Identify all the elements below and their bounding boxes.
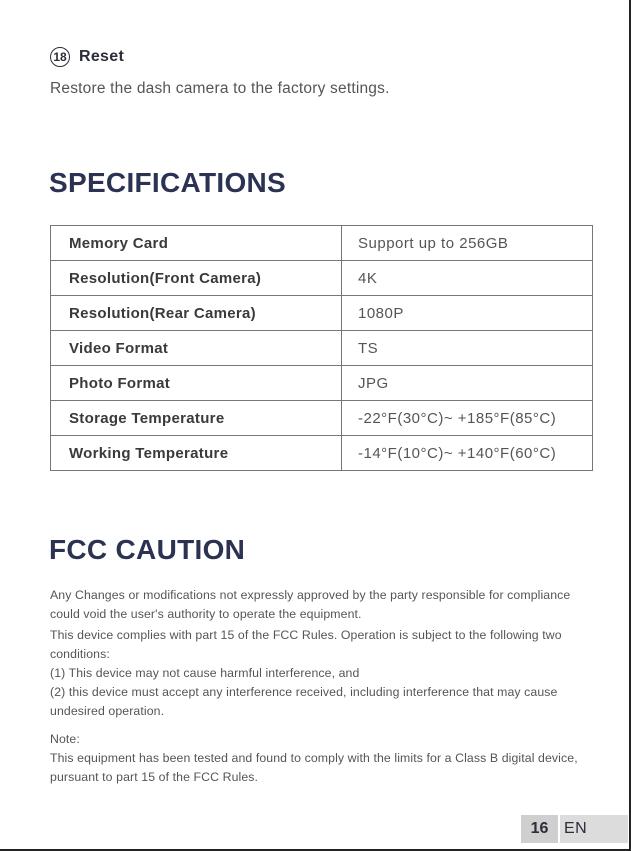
spec-value: JPG bbox=[342, 366, 593, 401]
step-number-badge: 18 bbox=[50, 47, 70, 67]
spec-label: Working Temperature bbox=[51, 436, 342, 471]
spec-value: -22°F(30°C)~ +185°F(85°C) bbox=[342, 401, 593, 436]
spec-value: TS bbox=[342, 331, 593, 366]
table-row bbox=[51, 331, 593, 366]
reset-title: Reset bbox=[79, 48, 125, 65]
table-row bbox=[51, 226, 593, 261]
fcc-condition: (2) this device must accept any interference received, including interference that may cause undesired operation. bbox=[50, 685, 558, 718]
table-row bbox=[51, 296, 593, 331]
fcc-paragraph: This device complies with part 15 of the FCC Rules. Operation is subject to the following two conditions: bbox=[50, 628, 562, 661]
spec-label: Storage Temperature bbox=[51, 401, 342, 436]
fcc-paragraph: Any Changes or modifications not expressly approved by the party responsible for compliance could void the user's authority to operate the equipment. bbox=[50, 588, 571, 621]
spec-value: Support up to 256GB bbox=[342, 226, 593, 261]
table-row bbox=[51, 436, 593, 471]
fcc-caution-title: FCC CAUTION bbox=[49, 534, 246, 565]
reset-heading bbox=[50, 44, 124, 70]
spec-value: 4K bbox=[342, 261, 593, 296]
spec-label: Resolution(Rear Camera) bbox=[51, 296, 342, 331]
note-text: This equipment has been tested and found to comply with the limits for a Class B digital device, pursuant to part 15 of the FCC Rules. bbox=[50, 751, 578, 784]
spec-label: Video Format bbox=[51, 331, 342, 366]
page-number: 16 bbox=[521, 815, 558, 843]
note-label: Note: bbox=[50, 732, 80, 746]
spec-label: Resolution(Front Camera) bbox=[51, 261, 342, 296]
spec-value: -14°F(10°C)~ +140°F(60°C) bbox=[342, 436, 593, 471]
language-tag: EN bbox=[560, 815, 628, 843]
spec-label: Memory Card bbox=[51, 226, 342, 261]
table-row bbox=[51, 261, 593, 296]
spec-label: Photo Format bbox=[51, 366, 342, 401]
table-row bbox=[51, 401, 593, 436]
fcc-caution-body bbox=[50, 586, 595, 787]
reset-description: Restore the dash camera to the factory settings. bbox=[50, 80, 390, 97]
spec-value: 1080P bbox=[342, 296, 593, 331]
fcc-condition: (1) This device may not cause harmful interference, and bbox=[50, 666, 360, 680]
table-row bbox=[51, 366, 593, 401]
specifications-title: SPECIFICATIONS bbox=[49, 167, 287, 198]
specifications-table bbox=[50, 225, 593, 471]
